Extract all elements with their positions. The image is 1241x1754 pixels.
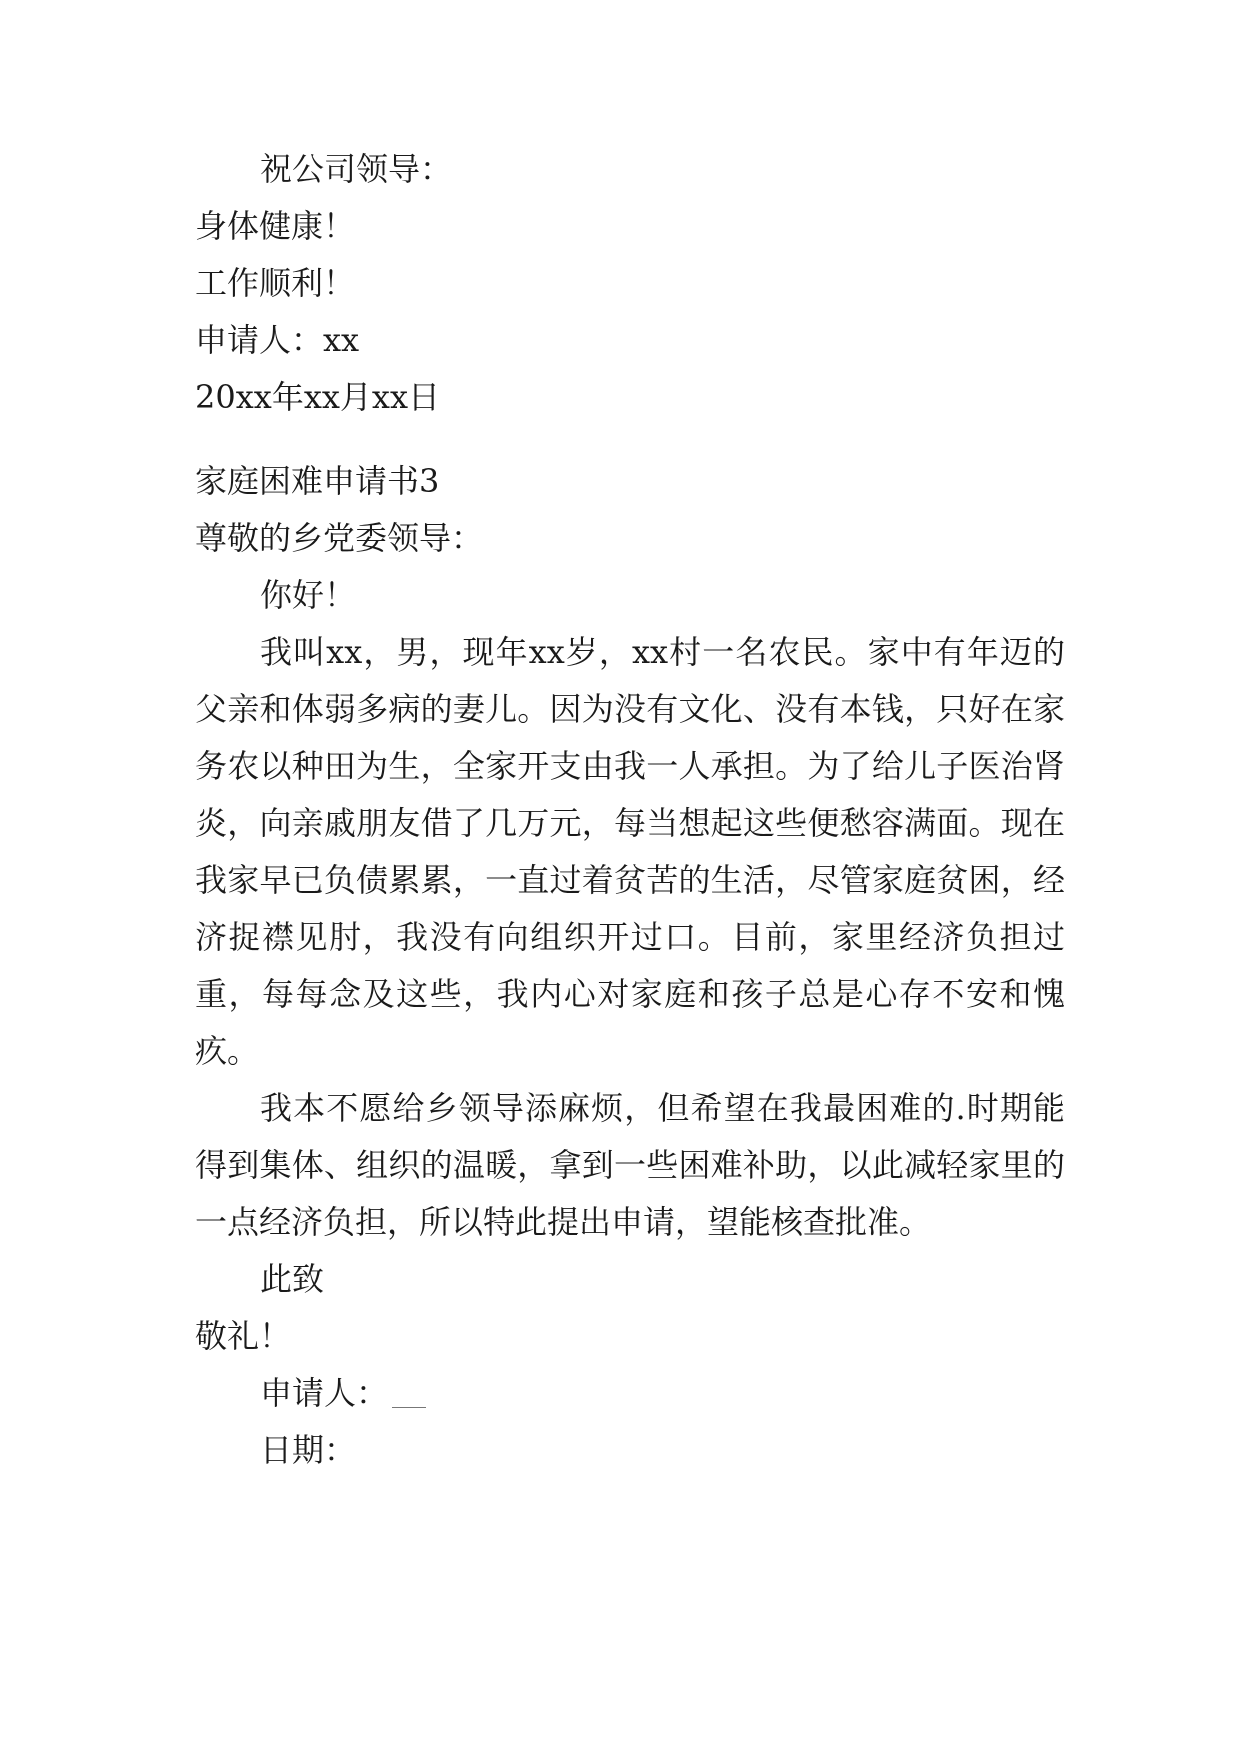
signature-blank xyxy=(392,1377,426,1408)
closing-salute: 敬礼！ xyxy=(195,1317,292,1355)
wish-line: 祝公司领导： xyxy=(260,150,453,188)
greeting: 你好！ xyxy=(260,576,357,614)
applicant-signature-line xyxy=(195,1365,1065,1422)
closing-phrase: 此致 xyxy=(260,1260,325,1298)
date-line: 20xx年xx月xx日 xyxy=(195,378,441,416)
applicant-line: 申请人：xx xyxy=(195,321,360,359)
body-paragraph-2: 我本不愿给乡领导添麻烦，但希望在我最困难的.时期能得到集体、组织的温暖，拿到一些困难补助，以此减轻家里的一点经济负担，所以特此提出申请，望能核查批准。 xyxy=(195,1089,1065,1241)
applicant-label: 申请人： xyxy=(260,1374,389,1412)
date-label: 日期： xyxy=(260,1431,357,1469)
body-paragraph-1: 我叫xx，男，现年xx岁，xx村一名农民。家中有年迈的父亲和体弱多病的妻儿。因为没有文化、没有本钱，只好在家务农以种田为生，全家开支由我一人承担。为了给儿子医治肾炎，向亲戚朋友借了几万元，每当想起这些便愁容满面。现在我家早已负债累累，一直过着贫苦的生活，尽管家庭贫困，经济捉襟见肘，我没有向组织开过口。目前，家里经济负担过重，每每念及这些，我内心对家庭和孩子总是心存不安和愧疚。 xyxy=(195,633,1065,1070)
wish-health: 身体健康！ xyxy=(195,207,356,245)
wish-work: 工作顺利！ xyxy=(195,264,356,302)
letter-title: 家庭困难申请书3 xyxy=(195,462,440,500)
hardship-application-letter xyxy=(195,453,1065,1479)
previous-letter-closing xyxy=(195,141,1065,426)
salutation: 尊敬的乡党委领导： xyxy=(195,519,484,557)
